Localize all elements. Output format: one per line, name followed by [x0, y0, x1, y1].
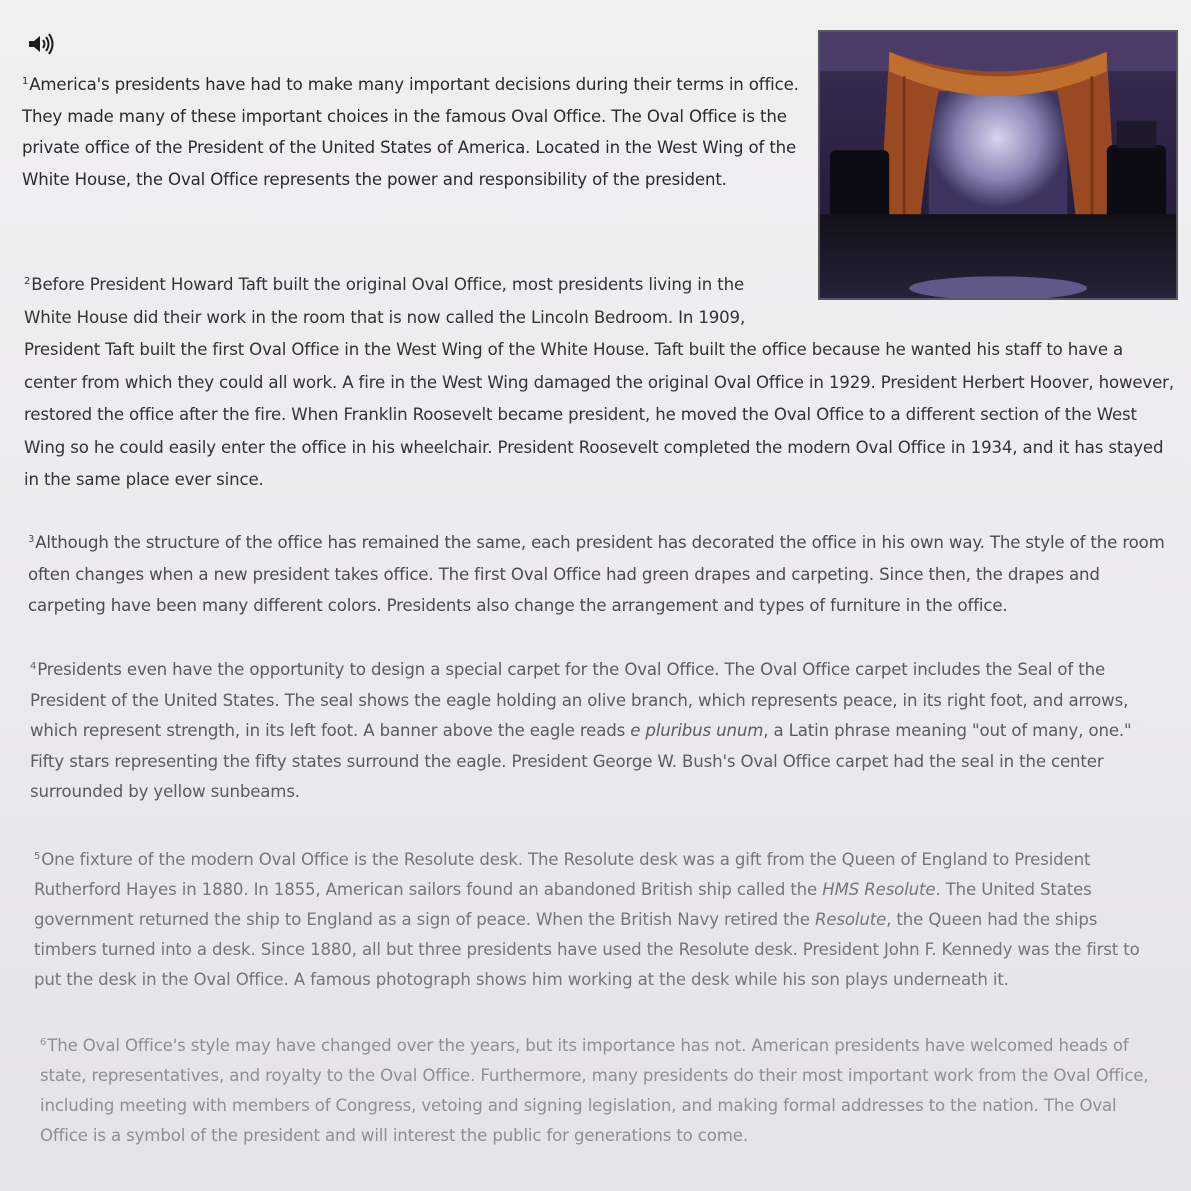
paragraph-5 — [34, 842, 1164, 995]
paragraph-number: 3 — [28, 534, 35, 545]
paragraph-6 — [40, 1028, 1150, 1151]
ship-name: Resolute — [814, 910, 887, 929]
paragraph-number: 6 — [40, 1037, 47, 1048]
paragraph-text: , a Latin phrase meaning "out of many, one." Fifty stars representing the fifty states surround the eagle. President George W. Bush's Oval Office carpet had the seal in the center surrounded by yellow sunbeams. — [30, 721, 1132, 801]
paragraph-text-line-1: Before President Howard Taft built the original Oval Office, most presidents living in the — [31, 275, 745, 294]
oval-office-photo — [818, 30, 1178, 300]
paragraph-text: . The United States government returned the ship to England as a sign of peace. When the British Navy retired the — [34, 880, 1092, 929]
paragraph-3 — [28, 524, 1168, 622]
paragraph-text: Presidents even have the opportunity to design a special carpet for the Oval Office. The Oval Office carpet includes the Seal of the President of the United States. The seal shows the eagle holding an olive branch, which represents peace, in its right foot, and arrows, which represent strength, in its left foot. A banner above the eagle reads — [30, 660, 1129, 740]
paragraph-number: 5 — [34, 851, 41, 862]
paragraph-number: 4 — [30, 661, 37, 672]
paragraph-number: 1 — [22, 76, 29, 87]
paragraph-text-line-2: White House did their work in the room that is now called the Lincoln Bedroom. In 1909, — [24, 307, 746, 327]
speaker-icon — [26, 32, 56, 56]
paragraph-text: One fixture of the modern Oval Office is the Resolute desk. The Resolute desk was a gift from the Queen of England to President Rutherford Hayes in 1880. In 1855, American sailors found an abandoned British ship called the — [34, 850, 1091, 899]
paragraph-2 — [24, 266, 1174, 497]
paragraph-1 — [22, 66, 807, 195]
audio-button[interactable] — [26, 32, 56, 56]
paragraph-text: Although the structure of the office has remained the same, each president has decorated the office in his own way. The style of the room often changes when a new president takes office. The first Oval Office had green drapes and carpeting. Since then, the drapes and carpeting have been many different colors. Presidents also change the arrangement and types of furniture in the office. — [28, 533, 1165, 615]
paragraph-text-rest: President Taft built the first Oval Office in the West Wing of the White House. Taft built the office because he wanted his staff to have a center from which they could all work. A fire in the West Wing damaged the original Oval Office in 1929. President Herbert Hoover, however, restored the office after the fire. When Franklin Roosevelt became president, he moved the Oval Office to a different section of the West Wing so he could easily enter the office in his wheelchair. President Roosevelt completed the modern Oval Office in 1934, and it has stayed in the same place ever since. — [24, 340, 1174, 489]
paragraph-text: , the Queen had the ships timbers turned into a desk. Since 1880, all but three presidents have used the Resolute desk. President John F. Kennedy was the first to put the desk in the Oval Office. A famous photograph shows him working at the desk while his son plays underneath it. — [34, 910, 1140, 989]
ship-name: HMS Resolute — [822, 880, 936, 899]
paragraph-number: 2 — [24, 276, 31, 287]
paragraph-text: The Oval Office's style may have changed over the years, but its importance has not. American presidents have welcomed heads of state, representatives, and royalty to the Oval Office. Furthermore, many presidents do their most important work from the Oval Office, including meeting with members of Congress, vetoing and signing legislation, and making formal addresses to the nation. The Oval Office is a symbol of the president and will interest the public for generations to come. — [40, 1036, 1149, 1145]
paragraph-text: America's presidents have had to make many important decisions during their terms in office. They made many of these important choices in the famous Oval Office. The Oval Office is the private office of the President of the United States of America. Located in the West Wing of the White House, the Oval Office represents the power and responsibility of the president. — [22, 75, 799, 189]
latin-phrase: e pluribus unum — [630, 721, 764, 740]
paragraph-4 — [30, 652, 1170, 808]
